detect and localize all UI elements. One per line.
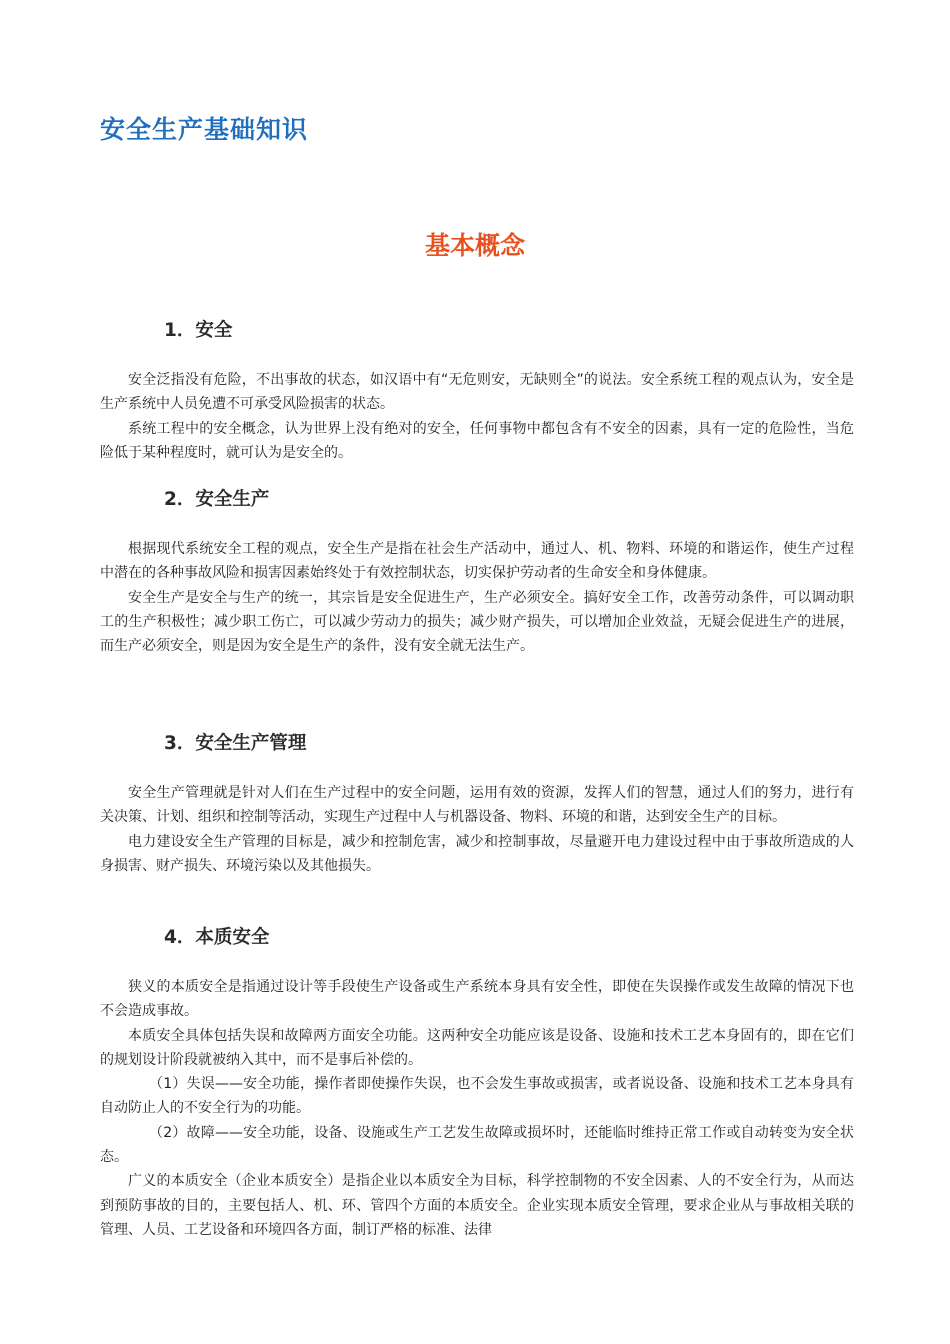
paragraph: 广义的本质安全（企业本质安全）是指企业以本质安全为目标，科学控制物的不安全因素、人的不安全行为，从而达到预防事故的目的，主要包括人、机、环、管四个方面的本质安全。企业实现本质安全管理，要求企业从与事故相关联的管理、人员、工艺设备和环境四各方面，制订严格的标准、法律 [100,1173,854,1238]
paragraph-list-item: （2）故障——安全功能，设备、设施或生产工艺发生故障或损坏时，还能临时维持正常工作或自动转变为安全状态。 [100,1124,854,1166]
paragraph: 系统工程中的安全概念，认为世界上没有绝对的安全，任何事物中都包含有不安全的因素，具有一定的危险性，当危险低于某种程度时，就可认为是安全的。 [100,420,854,461]
document-title: 安全生产基础知识 [100,115,309,144]
section-heading: 2．安全生产 [164,489,270,510]
chapter-title: 基本概念 [424,231,525,260]
paragraph: 狭义的本质安全是指通过设计等手段使生产设备或生产系统本身具有安全性，即使在失误操作或发生故障的情况下也不会造成事故。 [100,979,854,1020]
paragraph-list-item: （1）失误——安全功能，操作者即使操作失误，也不会发生事故或损害，或者说设备、设施和技术工艺本身具有自动防止人的不安全行为的功能。 [100,1076,854,1117]
paragraph: 安全生产是安全与生产的统一，其宗旨是安全促进生产，生产必须安全。搞好安全工作，改善劳动条件，可以调动职工的生产积极性；减少职工伤亡，可以减少劳动力的损失；减少财产损失，可以增加企业效益，无疑会促进生产的进展，而生产必须安全，则是因为安全是生产的条件，没有安全就无法生产。 [100,589,854,655]
paragraph: 电力建设安全生产管理的目标是，减少和控制危害，减少和控制事故，尽量避开电力建设过程中由于事故所造成的人身损害、财产损失、环境污染以及其他损失。 [100,833,854,874]
section-safety [100,318,854,465]
section-safe-production [100,487,854,658]
section-heading: 4．本质安全 [164,927,270,948]
paragraph: 安全生产管理就是针对人们在生产过程中的安全问题，运用有效的资源，发挥人们的智慧，通过人们的努力，进行有关决策、计划、组织和控制等活动，实现生产过程中人与机器设备、物料、环境的和谐，达到安全生产的目标。 [100,785,854,826]
section-intrinsic-safety [100,925,854,1242]
section-safety-management [100,731,854,878]
section-heading: 3．安全生产管理 [164,733,307,754]
section-heading: 1．安全 [164,320,233,341]
paragraph: 安全泛指没有危险，不出事故的状态，如汉语中有“无危则安，无缺则全”的说法。安全系统工程的观点认为，安全是生产系统中人员免遭不可承受风险损害的状态。 [100,372,854,413]
paragraph: 本质安全具体包括失误和故障两方面安全功能。这两种安全功能应该是设备、设施和技术工艺本身固有的，即在它们的规划设计阶段就被纳入其中，而不是事后补偿的。 [100,1027,854,1068]
paragraph: 根据现代系统安全工程的观点，安全生产是指在社会生产活动中，通过人、机、物料、环境的和谐运作，使生产过程中潜在的各种事故风险和损害因素始终处于有效控制状态，切实保护劳动者的生命安全和身体健康。 [100,541,854,582]
